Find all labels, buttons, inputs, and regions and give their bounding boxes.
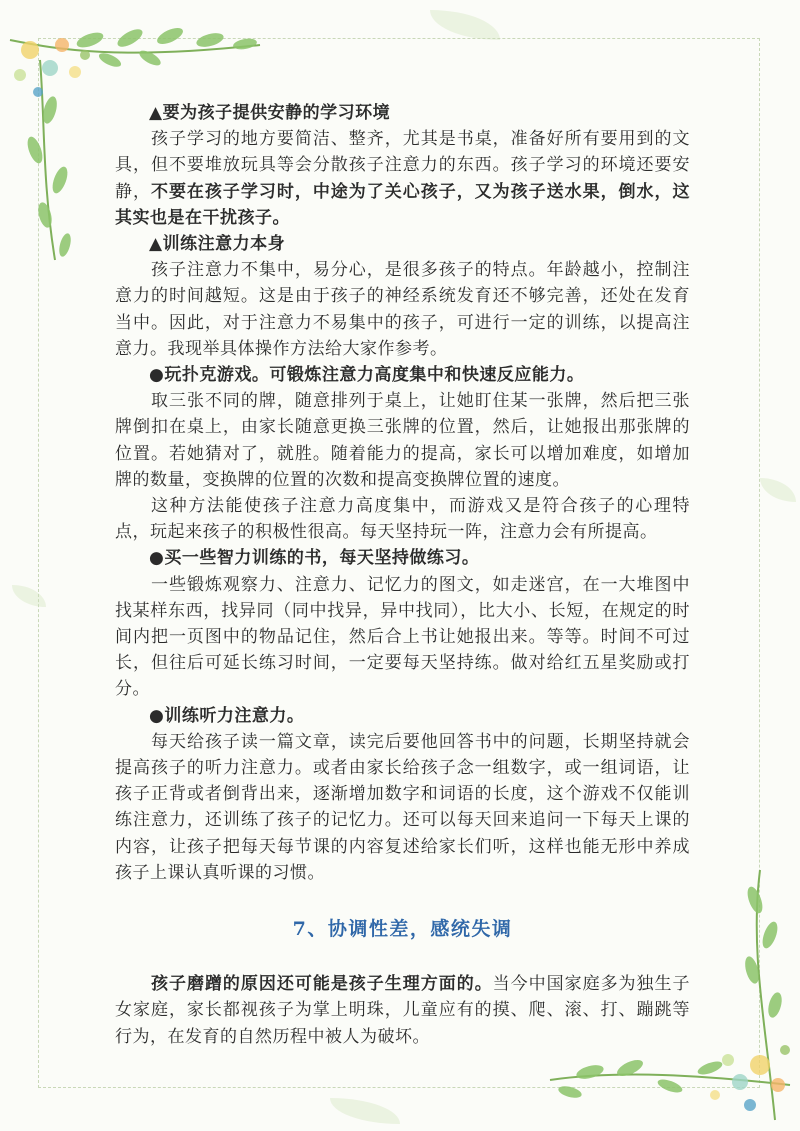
- text-span: 当今中国家庭多为独生子女家庭，家长都视孩子为掌上明珠，儿童应有的摸、爬、滚、打、蹦跳等行为，在发育的自然历程中被人为破坏。: [115, 974, 690, 1047]
- subheading-train-attention: ▲训练注意力本身: [149, 234, 286, 255]
- subheading-poker-game: ●玩扑克游戏。可锻炼注意力高度集中和快速反应能力。: [149, 365, 585, 386]
- text-span: 一些锻炼观察力、注意力、记忆力的图文，如走迷宫，在一大堆图中找某样东西，找异同（同中找异，异中找同），比大小、长短，在规定的时间内把一页图中的物品记住，然后合上书让她报出来。等等。时间不可过长，但往后可延长练习时间，一定要每天坚持练。做对给红五星奖励或打分。: [115, 574, 690, 700]
- text-span: 孩子学习的地方要简洁、整齐，尤其是书桌，准备好所有要用到的文具，但不要堆放玩具等会分散孩子注意力的东西。孩子学习的环境还要安静，: [115, 129, 690, 202]
- paragraph-listening: [115, 729, 690, 886]
- text-span: 这种方法能使孩子注意力高度集中，而游戏又是符合孩子的心理特点，玩起来孩子的积极性很高。每天坚持玩一阵，注意力会有所提高。: [115, 496, 690, 543]
- background-leaf: [760, 478, 796, 502]
- paragraph-puzzle-books: [115, 572, 690, 703]
- background-leaf: [330, 1098, 400, 1124]
- paragraph-train-attention: [115, 257, 690, 362]
- bold-text-span: 不要在孩子学习时，中途为了关心孩子，又为孩子送水果，倒水，这其实也是在干扰孩子。: [115, 181, 690, 228]
- subheading-listening: ●训练听力注意力。: [149, 705, 305, 726]
- article-body: [115, 100, 690, 1050]
- section-title: 7、协调性差，感统失调: [292, 918, 513, 941]
- text-span: 孩子注意力不集中，易分心，是很多孩子的特点。年龄越小，控制注意力的时间越短。这是由于孩子的神经系统发育还不够完善，还处在发育当中。因此，对于注意力不易集中的孩子，可进行一定的训练，以提高注意力。我现举具体操作方法给大家作参考。: [115, 260, 690, 359]
- background-leaf: [430, 10, 500, 40]
- subheading-puzzle-books: ●买一些智力训练的书，每天坚持做练习。: [149, 548, 480, 569]
- paragraph-physiology: [115, 971, 690, 1050]
- paragraph-quiet-environment: [115, 126, 690, 231]
- paragraph-poker-effect: [115, 493, 690, 545]
- text-span: 每天给孩子读一篇文章，读完后要他回答书中的问题，长期坚持就会提高孩子的听力注意力。或者由家长给孩子念一组数字，或一组词语，让孩子正背或者倒背出来，逐渐增加数字和词语的长度，这个游戏不仅能训练注意力，还训练了孩子的记忆力。还可以每天回来追问一下每天上课的内容，让孩子把每天每节课的内容复述给家长们听，这样也能无形中养成孩子上课认真听课的习惯。: [115, 731, 690, 883]
- bold-text-span: 孩子磨蹭的原因还可能是孩子生理方面的。: [151, 974, 493, 995]
- subheading-quiet-environment: ▲要为孩子提供安静的学习环境: [149, 103, 391, 123]
- text-span: 取三张不同的牌，随意排列于桌上，让她盯住某一张牌，然后把三张牌倒扣在桌上，由家长随意更换三张牌的位置，然后，让她报出那张牌的位置。若她猜对了，就胜。随着能力的提高，家长可以增加难度，如增加牌的数量，变换牌的位置的次数和提高变换牌位置的速度。: [115, 391, 690, 490]
- paragraph-poker-method: [115, 388, 690, 493]
